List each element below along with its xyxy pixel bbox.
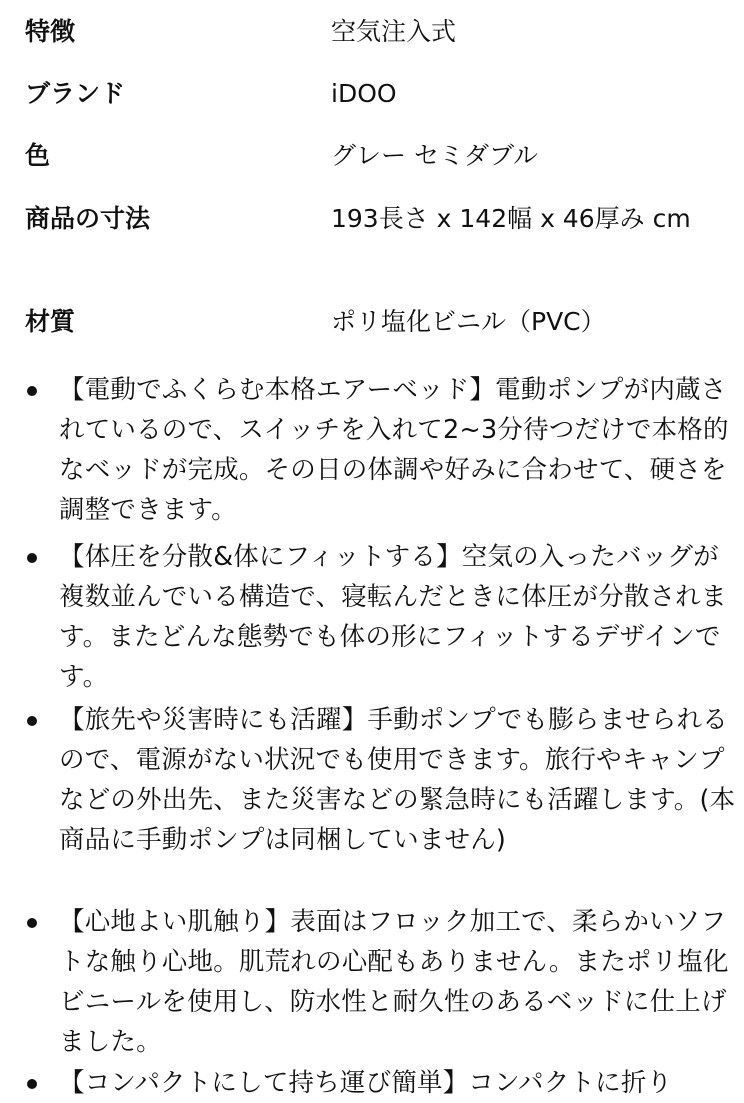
feature-bullet-text: 【コンパクトにして持ち運び簡単】コンパクトに折り — [59, 1068, 673, 1098]
spec-label: 材質 — [25, 307, 76, 336]
feature-bullet-text: 【体圧を分散&体にフィットする】空気の入ったバッグが複数並んでいる構造で、寝転んだときに体圧が分散されます。またどんな態勢でも体の形にフィットするデザインです。 — [59, 542, 727, 692]
spec-value: 空気注入式 — [331, 17, 457, 46]
spec-label: ブランド — [25, 79, 126, 108]
spec-label: 商品の寸法 — [25, 204, 151, 233]
bullet-dot-icon — [27, 386, 37, 396]
spec-label: 特徴 — [25, 17, 76, 46]
bullet-dot-icon — [27, 918, 37, 928]
feature-bullet-text: 【電動でふくらむ本格エアーベッド】電動ポンプが内蔵されているので、スイッチを入れて2~3分待つだけで本格的なベッドが完成。その日の体調や好みに合わせて、硬さを調整できます。 — [59, 375, 729, 525]
bullet-dot-icon — [27, 553, 37, 563]
spec-value: 193長さ x 142幅 x 46厚み cm — [331, 204, 691, 233]
bullet-dot-icon — [27, 1079, 37, 1089]
spec-label: 色 — [25, 141, 51, 170]
spec-value: ポリ塩化ビニル（PVC） — [331, 307, 606, 336]
feature-bullet-text: 【旅先や災害時にも活躍】手動ポンプでも膨らませられるので、電源がない状況でも使用できます。旅行やキャンプなどの外出先、また災害などの緊急時にも活躍します。(本商品に手動ポンプは同梱していません) — [59, 705, 736, 855]
spec-value: iDOO — [331, 79, 397, 108]
bullet-dot-icon — [27, 716, 37, 726]
feature-bullet-text: 【心地よい肌触り】表面はフロック加工で、柔らかいソフトな触り心地。肌荒れの心配もありません。またポリ塩化ビニールを使用し、防水性と耐久性のあるベッドに仕上げました。 — [59, 907, 729, 1057]
spec-value: グレー セミダブル — [331, 141, 538, 170]
